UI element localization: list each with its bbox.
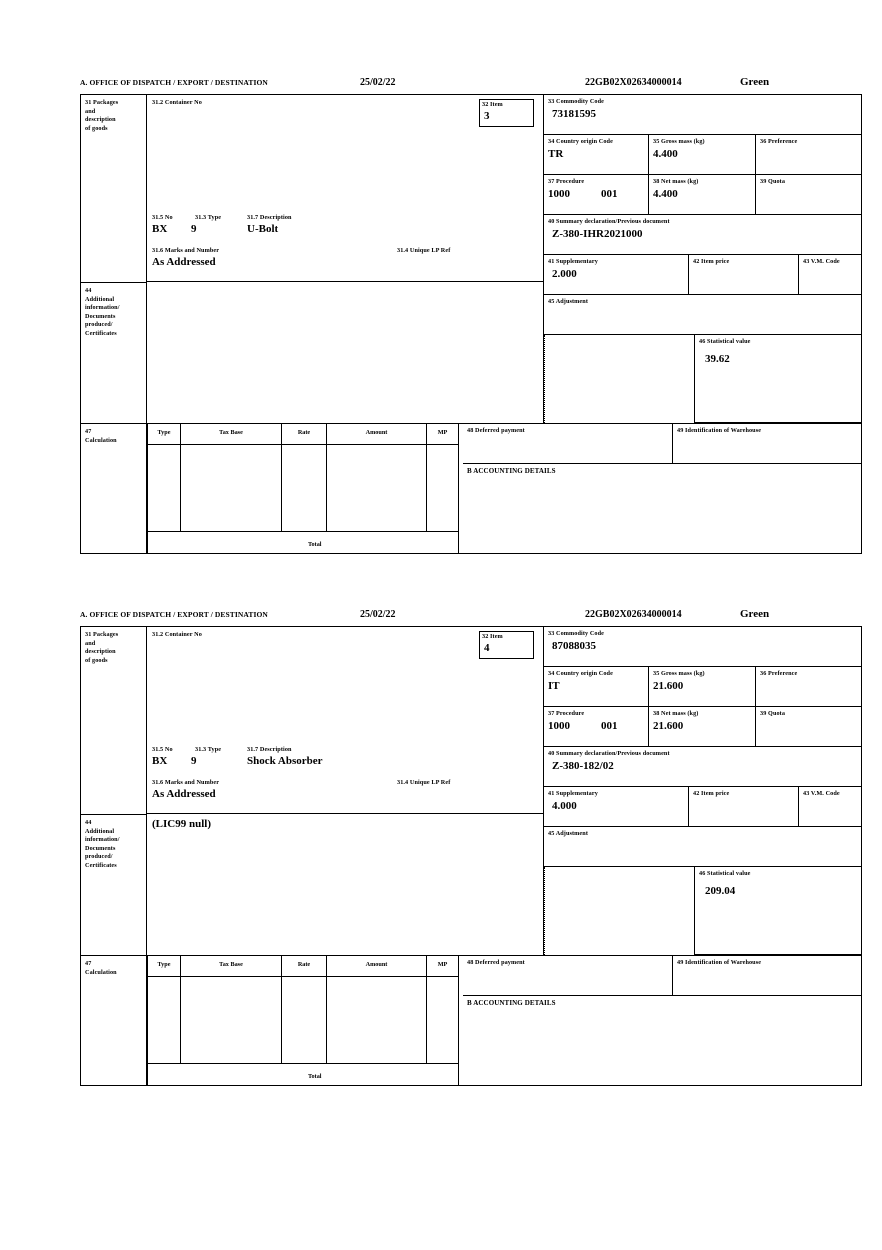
statistical-value-label-2: 46 Statistical value bbox=[699, 870, 751, 877]
movement-reference-number: 22GB02X02634000014 bbox=[585, 77, 682, 88]
package-no-label: 31.5 No bbox=[152, 214, 173, 221]
net-mass-value-2: 21.600 bbox=[653, 719, 684, 732]
statistical-value-amount-2: 209.04 bbox=[705, 884, 736, 897]
goods-description-value-2: Shock Absorber bbox=[247, 755, 323, 767]
col-header-type: Type bbox=[147, 424, 181, 445]
item-number-box bbox=[479, 99, 534, 127]
item-price-value bbox=[689, 267, 798, 268]
accounting-details-label-2: B ACCOUNTING DETAILS bbox=[467, 999, 556, 1007]
box-47-label-cell bbox=[81, 423, 147, 554]
statistical-value-amount: 39.62 bbox=[705, 352, 730, 365]
dotted-divider bbox=[544, 335, 545, 423]
box-31-label-line2: and bbox=[85, 107, 96, 115]
supplementary-cell-2 bbox=[544, 787, 689, 827]
container-no-label: 31.2 Container No bbox=[152, 99, 202, 106]
deferred-payment-value bbox=[463, 436, 672, 437]
previous-document-cell bbox=[544, 215, 861, 255]
additional-information-area-2 bbox=[147, 814, 543, 955]
vm-code-value-2 bbox=[799, 799, 861, 800]
col-header-rate-2: Rate bbox=[282, 956, 327, 977]
item-price-label: 42 Item price bbox=[693, 258, 730, 265]
tax-cell-mp bbox=[427, 445, 459, 532]
supplementary-value: 2.000 bbox=[552, 267, 577, 280]
deferred-payment-value-2 bbox=[463, 968, 672, 969]
commodity-code-cell-2 bbox=[544, 627, 861, 667]
goods-description-label: 31.7 Description bbox=[247, 214, 292, 221]
vm-code-cell-2 bbox=[799, 787, 861, 827]
routing-lane: Green bbox=[740, 76, 770, 88]
col-header-type-2: Type bbox=[147, 956, 181, 977]
additional-information-area bbox=[147, 282, 543, 423]
marks-number-value-2: As Addressed bbox=[152, 788, 216, 800]
net-mass-cell bbox=[649, 175, 756, 215]
total-label-2: Total bbox=[308, 1073, 322, 1080]
box-44-label-cell-2 bbox=[81, 814, 147, 955]
tax-cell-amount-2 bbox=[327, 977, 427, 1064]
box-44-label-line4: produced/ bbox=[85, 321, 113, 328]
box-44-number: 44 bbox=[85, 287, 92, 294]
commodity-code-label-2: 33 Commodity Code bbox=[548, 630, 605, 637]
item-price-label-2: 42 Item price bbox=[693, 790, 730, 797]
additional-information-value bbox=[147, 282, 543, 286]
package-no-value: 9 bbox=[191, 223, 197, 235]
item-price-cell-2 bbox=[689, 787, 799, 827]
supplementary-label: 41 Supplementary bbox=[548, 258, 598, 265]
tax-cell-tax-base-2 bbox=[181, 977, 282, 1064]
item-number-value: 3 bbox=[484, 109, 490, 122]
procedure-value-b-2: 001 bbox=[601, 719, 618, 732]
goods-description-area-2 bbox=[147, 627, 543, 814]
net-mass-label-2: 38 Net mass (kg) bbox=[653, 710, 699, 717]
accounting-details-value-2 bbox=[463, 1008, 861, 1010]
declaration-date-2: 25/02/22 bbox=[360, 609, 396, 620]
quota-cell bbox=[756, 175, 861, 215]
routing-lane-2: Green bbox=[740, 608, 770, 620]
item-number-box-2 bbox=[479, 631, 534, 659]
gross-mass-value: 4.400 bbox=[653, 147, 678, 160]
commodity-code-value: 73181595 bbox=[552, 107, 596, 120]
package-type-label: 31.3 Type bbox=[195, 214, 222, 221]
adjustment-label-2: 45 Adjustment bbox=[548, 830, 588, 837]
adjustment-cell-2 bbox=[544, 827, 861, 867]
col-header-amount-2: Amount bbox=[327, 956, 427, 977]
box-31-label-line1: 31 Packages bbox=[85, 99, 119, 106]
accounting-details-value bbox=[463, 476, 861, 478]
declaration-box-1 bbox=[80, 94, 862, 554]
box-31-label-line4-2: of goods bbox=[85, 656, 108, 664]
procedure-cell bbox=[544, 175, 649, 215]
col-header-tax-base: Tax Base bbox=[181, 424, 282, 445]
col-header-rate: Rate bbox=[282, 424, 327, 445]
col-header-mp-2: MP bbox=[427, 956, 459, 977]
deferred-payment-cell-2 bbox=[463, 955, 673, 996]
procedure-value-a-2: 1000 bbox=[548, 719, 570, 732]
preference-cell bbox=[756, 135, 861, 175]
box-47-label-2: Calculation bbox=[85, 968, 117, 976]
tax-cell-type bbox=[147, 445, 181, 532]
box-44-label-line1-2: Additional bbox=[85, 827, 115, 835]
country-origin-label: 34 Country origin Code bbox=[548, 138, 613, 145]
tax-cell-tax-base bbox=[181, 445, 282, 532]
additional-information-value-2: (LIC99 null) bbox=[152, 818, 211, 830]
warehouse-id-cell-2 bbox=[673, 955, 861, 996]
procedure-value-b: 001 bbox=[601, 187, 618, 200]
box-47-number-2: 47 bbox=[85, 960, 92, 967]
form-header-2 bbox=[80, 610, 862, 626]
procedure-label-2: 37 Procedure bbox=[548, 710, 585, 717]
package-type-value: BX bbox=[152, 223, 168, 235]
previous-document-value-2: Z-380-182/02 bbox=[552, 759, 614, 772]
box-44-label-line3-2: Documents bbox=[85, 844, 116, 852]
box-31-label-line4: of goods bbox=[85, 124, 108, 132]
preference-label: 36 Preference bbox=[760, 138, 798, 145]
goods-description-value: U-Bolt bbox=[247, 223, 279, 235]
supplementary-value-2: 4.000 bbox=[552, 799, 577, 812]
supplementary-label-2: 41 Supplementary bbox=[548, 790, 598, 797]
box-44-label-line2-2: information/ bbox=[85, 836, 120, 843]
quota-value bbox=[756, 187, 861, 188]
commodity-code-label: 33 Commodity Code bbox=[548, 98, 605, 105]
unique-lp-ref-label: 31.4 Unique LP Ref bbox=[397, 247, 451, 254]
procedure-cell-2 bbox=[544, 707, 649, 747]
previous-document-cell-2 bbox=[544, 747, 861, 787]
movement-reference-number-2: 22GB02X02634000014 bbox=[585, 609, 682, 620]
procedure-value-a: 1000 bbox=[548, 187, 570, 200]
warehouse-id-value-2 bbox=[673, 968, 861, 969]
declaration-form-2 bbox=[80, 610, 862, 1086]
col-header-tax-base-2: Tax Base bbox=[181, 956, 282, 977]
item-number-label: 32 Item bbox=[482, 101, 503, 108]
gross-mass-label-2: 35 Gross mass (kg) bbox=[653, 670, 705, 677]
calculation-table-2 bbox=[147, 955, 463, 1086]
vm-code-value bbox=[799, 267, 861, 268]
item-price-cell bbox=[689, 255, 799, 295]
country-origin-value: TR bbox=[548, 147, 564, 160]
net-mass-label: 38 Net mass (kg) bbox=[653, 178, 699, 185]
goods-description-label-2: 31.7 Description bbox=[247, 746, 292, 753]
tax-cell-amount bbox=[327, 445, 427, 532]
adjustment-value bbox=[544, 307, 861, 308]
warehouse-id-label-2: 49 Identification of Warehouse bbox=[677, 959, 762, 966]
previous-document-value: Z-380-IHR2021000 bbox=[552, 227, 643, 240]
item-number-value-2: 4 bbox=[484, 641, 490, 654]
statistical-value-label: 46 Statistical value bbox=[699, 338, 751, 345]
gross-mass-cell bbox=[649, 135, 756, 175]
gross-mass-value-2: 21.600 bbox=[653, 679, 684, 692]
procedure-label: 37 Procedure bbox=[548, 178, 585, 185]
box-44-number-2: 44 bbox=[85, 819, 92, 826]
statistical-value-cell bbox=[694, 335, 861, 423]
previous-document-label-2: 40 Summary declaration/Previous document bbox=[548, 750, 670, 757]
box-31-label-line2-2: and bbox=[85, 639, 96, 647]
calculation-table bbox=[147, 423, 463, 554]
box-31-label-cell bbox=[81, 95, 147, 282]
preference-cell-2 bbox=[756, 667, 861, 707]
package-type-value-2: BX bbox=[152, 755, 168, 767]
preference-value bbox=[756, 147, 861, 148]
quota-value-2 bbox=[756, 719, 861, 720]
box-31-label-line3: description bbox=[85, 116, 116, 123]
box-44-label-line5-2: Certificates bbox=[85, 861, 117, 869]
vm-code-cell bbox=[799, 255, 861, 295]
quota-cell-2 bbox=[756, 707, 861, 747]
preference-label-2: 36 Preference bbox=[760, 670, 798, 677]
package-no-value-2: 9 bbox=[191, 755, 197, 767]
statistical-value-cell-2 bbox=[694, 867, 861, 955]
total-label: Total bbox=[308, 541, 322, 548]
item-price-value-2 bbox=[689, 799, 798, 800]
country-origin-value-2: IT bbox=[548, 679, 560, 692]
box-44-label-line1: Additional bbox=[85, 295, 115, 303]
country-origin-cell bbox=[544, 135, 649, 175]
box-44-label-line3: Documents bbox=[85, 312, 116, 320]
accounting-details-cell bbox=[463, 464, 861, 554]
warehouse-id-value bbox=[673, 436, 861, 437]
box-47-label-cell-2 bbox=[81, 955, 147, 1086]
dotted-divider-2 bbox=[544, 867, 545, 955]
container-no-label-2: 31.2 Container No bbox=[152, 631, 202, 638]
supplementary-cell bbox=[544, 255, 689, 295]
vm-code-label-2: 43 V.M. Code bbox=[803, 790, 840, 797]
adjustment-value-2 bbox=[544, 839, 861, 840]
adjustment-cell bbox=[544, 295, 861, 335]
commodity-code-cell bbox=[544, 95, 861, 135]
box-47-number: 47 bbox=[85, 428, 92, 435]
country-origin-label-2: 34 Country origin Code bbox=[548, 670, 613, 677]
country-origin-cell-2 bbox=[544, 667, 649, 707]
gross-mass-label: 35 Gross mass (kg) bbox=[653, 138, 705, 145]
warehouse-id-label: 49 Identification of Warehouse bbox=[677, 427, 762, 434]
quota-label-2: 39 Quota bbox=[760, 710, 786, 717]
tax-cell-mp-2 bbox=[427, 977, 459, 1064]
accounting-details-label: B ACCOUNTING DETAILS bbox=[467, 467, 556, 475]
office-of-dispatch-label-2: A. OFFICE OF DISPATCH / EXPORT / DESTINATION bbox=[80, 610, 268, 619]
box-31-label-cell-2 bbox=[81, 627, 147, 814]
warehouse-id-cell bbox=[673, 423, 861, 464]
col-header-mp: MP bbox=[427, 424, 459, 445]
box-44-label-line2: information/ bbox=[85, 304, 120, 311]
total-row bbox=[147, 532, 459, 554]
box-31-label-line1-2: 31 Packages bbox=[85, 631, 119, 638]
tax-cell-rate-2 bbox=[282, 977, 327, 1064]
box-47-label: Calculation bbox=[85, 436, 117, 444]
package-no-label-2: 31.5 No bbox=[152, 746, 173, 753]
box-44-label-line5: Certificates bbox=[85, 329, 117, 337]
total-row-2 bbox=[147, 1064, 459, 1086]
tax-cell-rate bbox=[282, 445, 327, 532]
declaration-box-2 bbox=[80, 626, 862, 1086]
box-44-label-line4-2: produced/ bbox=[85, 853, 113, 860]
box-44-label-cell bbox=[81, 282, 147, 423]
commodity-code-value-2: 87088035 bbox=[552, 639, 596, 652]
previous-document-label: 40 Summary declaration/Previous document bbox=[548, 218, 670, 225]
adjustment-label: 45 Adjustment bbox=[548, 298, 588, 305]
tax-cell-type-2 bbox=[147, 977, 181, 1064]
item-number-label-2: 32 Item bbox=[482, 633, 503, 640]
deferred-payment-cell bbox=[463, 423, 673, 464]
package-type-label-2: 31.3 Type bbox=[195, 746, 222, 753]
vm-code-label: 43 V.M. Code bbox=[803, 258, 840, 265]
preference-value-2 bbox=[756, 679, 861, 680]
deferred-payment-label-2: 48 Deferred payment bbox=[467, 959, 525, 966]
col-header-amount: Amount bbox=[327, 424, 427, 445]
marks-number-value: As Addressed bbox=[152, 256, 216, 268]
quota-label: 39 Quota bbox=[760, 178, 786, 185]
goods-description-area bbox=[147, 95, 543, 282]
unique-lp-ref-label-2: 31.4 Unique LP Ref bbox=[397, 779, 451, 786]
accounting-details-cell-2 bbox=[463, 996, 861, 1086]
declaration-form-1 bbox=[80, 78, 862, 554]
marks-number-label: 31.6 Marks and Number bbox=[152, 247, 220, 254]
form-header-1 bbox=[80, 78, 862, 94]
net-mass-value: 4.400 bbox=[653, 187, 678, 200]
office-of-dispatch-label: A. OFFICE OF DISPATCH / EXPORT / DESTINATION bbox=[80, 78, 268, 87]
box-31-label-line3-2: description bbox=[85, 648, 116, 655]
marks-number-label-2: 31.6 Marks and Number bbox=[152, 779, 220, 786]
declaration-date: 25/02/22 bbox=[360, 77, 396, 88]
net-mass-cell-2 bbox=[649, 707, 756, 747]
deferred-payment-label: 48 Deferred payment bbox=[467, 427, 525, 434]
gross-mass-cell-2 bbox=[649, 667, 756, 707]
